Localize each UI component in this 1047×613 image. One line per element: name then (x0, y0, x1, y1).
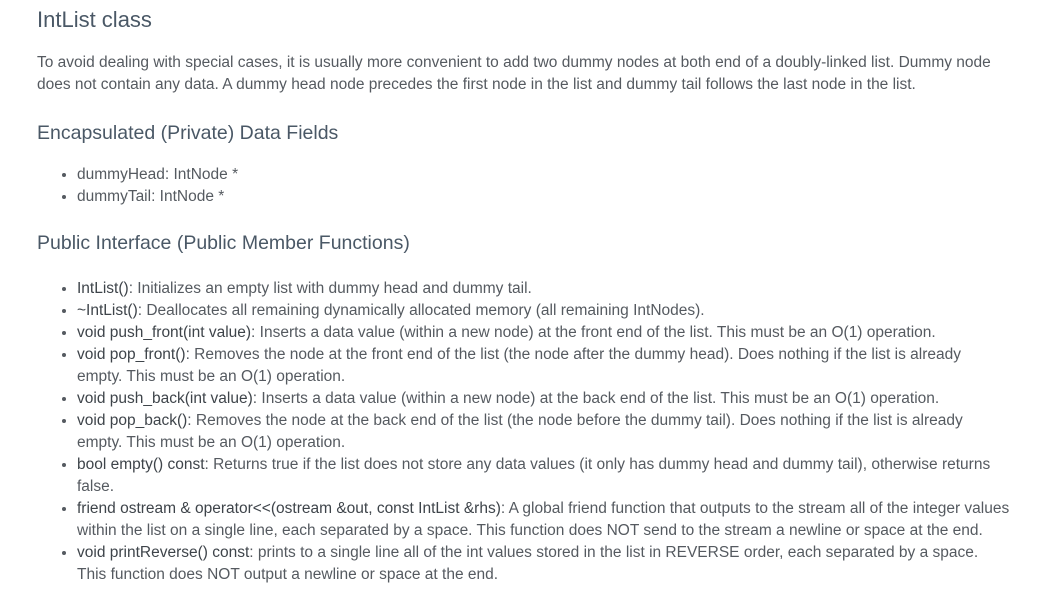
member-signature: friend ostream & operator<<(ostream &out, const IntList &rhs) (77, 500, 501, 517)
member-push-front (77, 322, 1010, 344)
member-description: : Removes the node at the back end of the list (the node before the dummy tail). Does nothing if the list is already empty. This must be an O(1) operation. (77, 412, 963, 451)
intro-paragraph: To avoid dealing with special cases, it is usually more convenient to add two dummy nodes at both end of a doubly-linked list. Dummy node does not contain any data. A dummy head node precedes the first node in the list and dummy tail follows the last node in the list. (37, 54, 991, 93)
member-pop-back (77, 410, 1010, 454)
member-description: : Inserts a data value (within a new node) at the back end of the list. This must be an O(1) operation. (252, 390, 940, 407)
member-description: : Removes the node at the front end of the list (the node after the dummy head). Does nothing if the list is already empty. This must be an O(1) operation. (77, 346, 962, 385)
member-description: : prints to a single line all of the int values stored in the list in REVERSE order, each separated by a space. This function does NOT output a newline or space at the end. (77, 544, 979, 583)
member-pop-front (77, 344, 1010, 388)
field-item-dummy-head: • dummyHead: IntNode * (77, 164, 1010, 186)
member-signature: ~IntList() (77, 302, 138, 319)
member-signature: void push_back(int value) (77, 390, 253, 407)
member-destructor (77, 300, 1010, 322)
member-signature: void pop_front() (77, 346, 186, 363)
public-members-list (37, 278, 1010, 586)
field-item-dummy-tail: • dummyTail: IntNode * (77, 186, 1010, 208)
member-description: : Inserts a data value (within a new node) at the front end of the list. This must be an O(1) operation. (251, 324, 936, 341)
member-description: : A global friend function that outputs to the stream all of the integer values within the list on a single line, each separated by a space. This function does NOT send to the stream a newline or space at the end. (77, 500, 1010, 539)
member-signature: void push_front(int value) (77, 324, 252, 341)
private-fields-list (37, 164, 1010, 208)
member-constructor (77, 278, 1010, 300)
page-title: IntList class (37, 7, 152, 32)
member-empty (77, 454, 1010, 498)
member-signature: bool empty() const (77, 456, 205, 473)
member-signature: void pop_back() (77, 412, 188, 429)
member-description: : Deallocates all remaining dynamically allocated memory (all remaining IntNodes). (137, 302, 705, 319)
member-signature: void printReverse() const (77, 544, 250, 561)
private-fields-heading: Encapsulated (Private) Data Fields (37, 122, 339, 144)
member-print-reverse (77, 542, 1010, 586)
member-description: : Returns true if the list does not store any data values (it only has dummy head and dummy tail), otherwise returns false. (77, 456, 991, 495)
public-interface-heading: Public Interface (Public Member Functions) (37, 232, 410, 254)
member-signature: IntList() (77, 280, 129, 297)
member-description: : Initializes an empty list with dummy head and dummy tail. (128, 280, 532, 297)
member-output-operator (77, 498, 1010, 542)
member-push-back (77, 388, 1010, 410)
